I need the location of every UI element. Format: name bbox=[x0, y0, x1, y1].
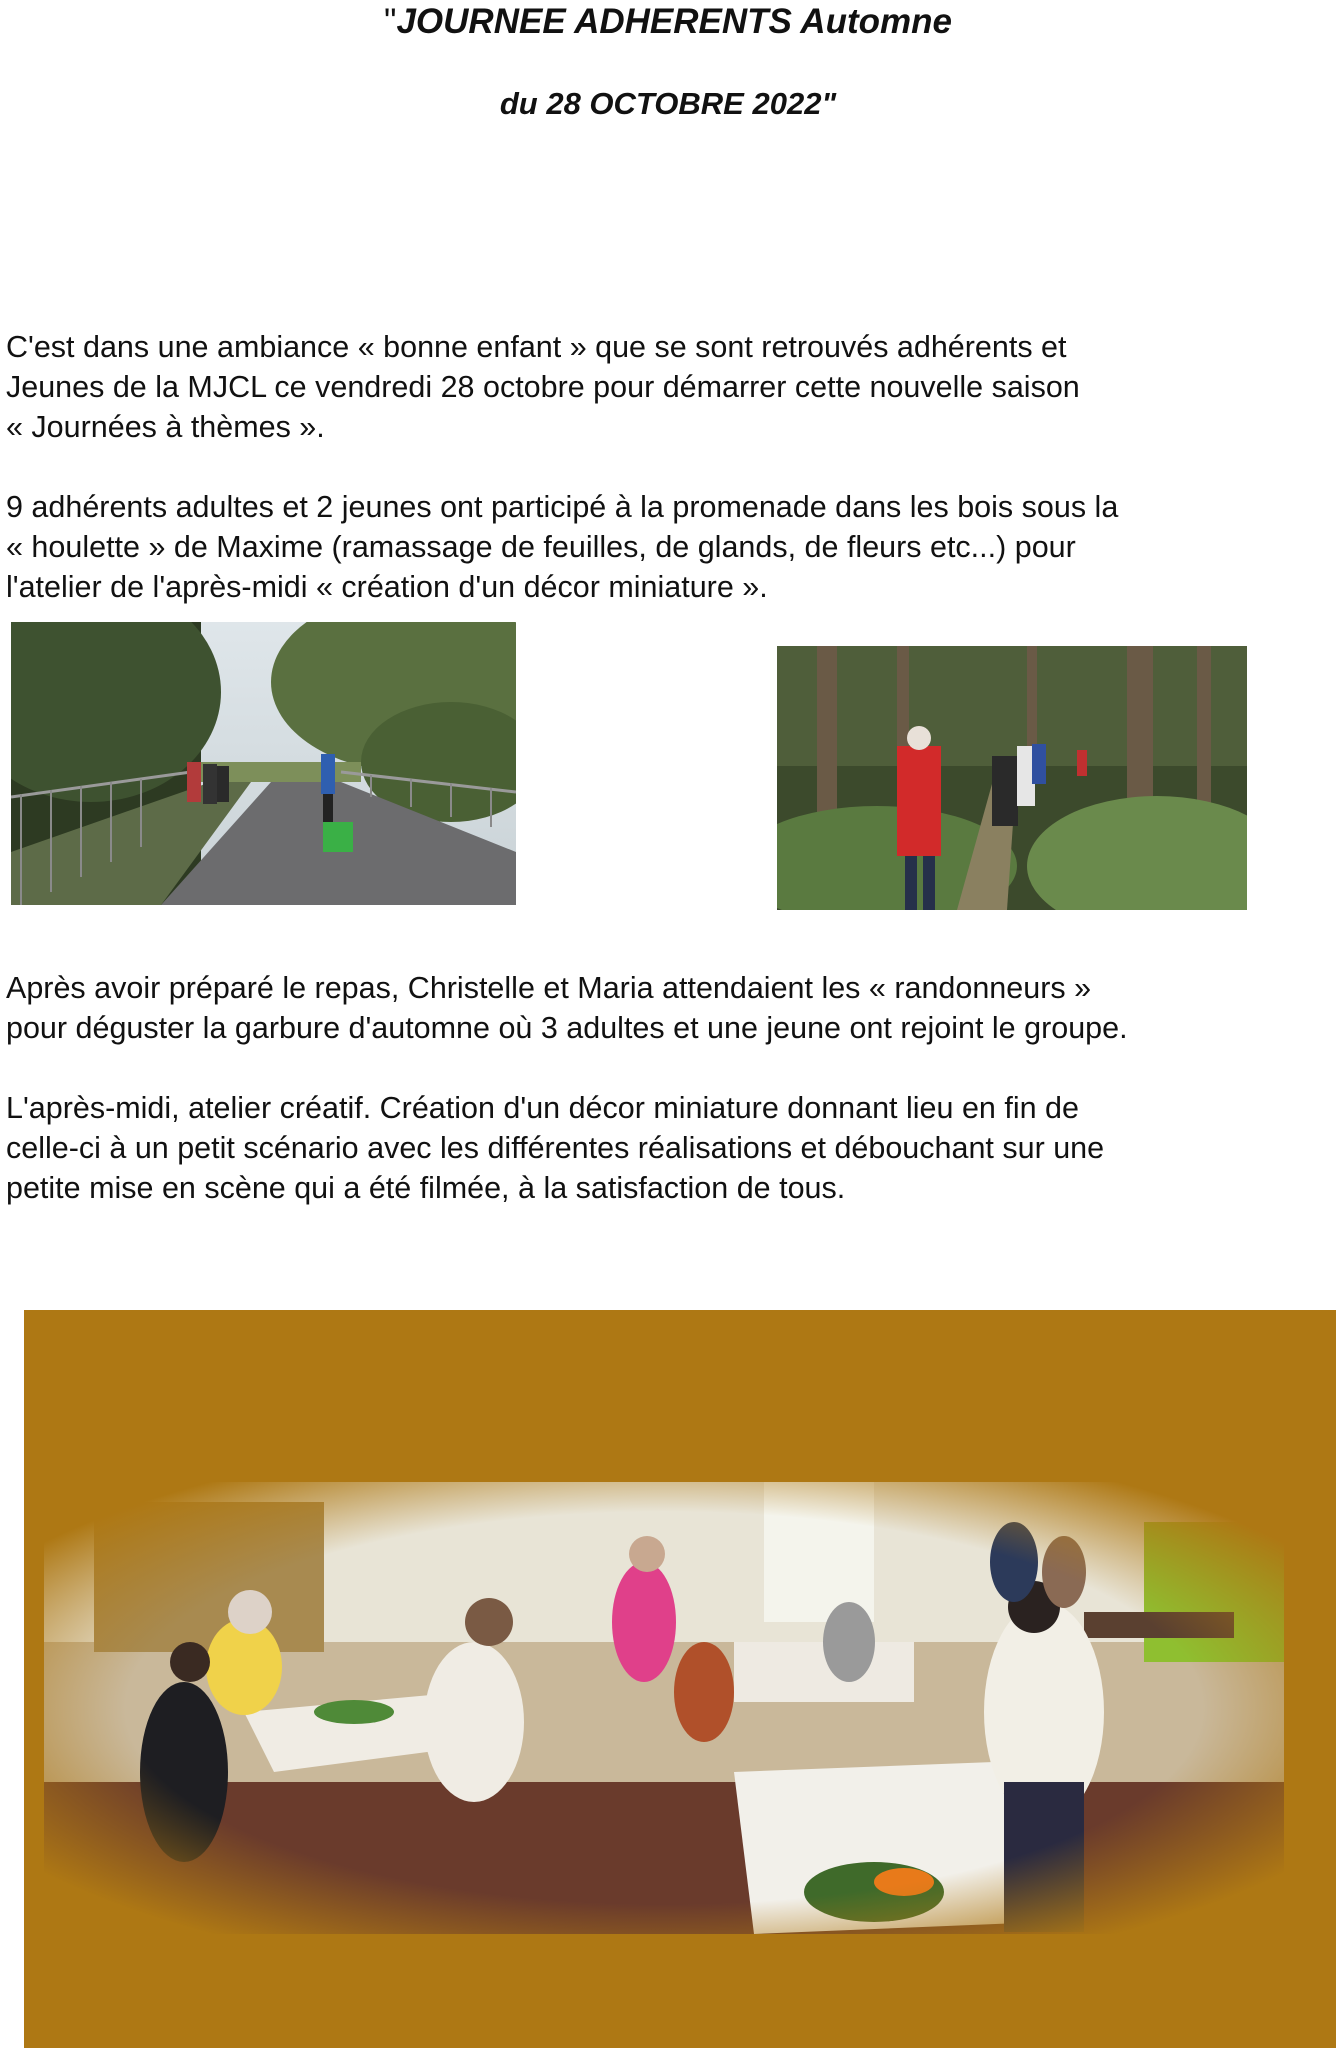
text-line: Jeunes de la MJCL ce vendredi 28 octobre pour démarrer cette nouvelle saison bbox=[6, 370, 1080, 404]
title-main-text: JOURNEE ADHERENTS Automne bbox=[396, 2, 952, 41]
text-line: Après avoir préparé le repas, Christelle et Maria attendaient les « randonneurs » bbox=[6, 971, 1092, 1005]
title-open-quote: " bbox=[384, 2, 397, 41]
text-line: L'après-midi, atelier créatif. Création d'un décor miniature donnant lieu en fin de bbox=[6, 1091, 1079, 1125]
text-line: pour déguster la garbure d'automne où 3 adultes et une jeune ont rejoint le groupe. bbox=[6, 1011, 1128, 1045]
text-line: 9 adhérents adultes et 2 jeunes ont participé à la promenade dans les bois sous la bbox=[6, 490, 1119, 524]
paragraph-meal bbox=[6, 968, 1326, 1048]
text-line: celle-ci à un petit scénario avec les différentes réalisations et débouchant sur une bbox=[6, 1131, 1105, 1165]
paragraph-workshop bbox=[6, 1088, 1326, 1208]
photo-forest-path bbox=[777, 646, 1247, 910]
text-line: l'atelier de l'après-midi « création d'un décor miniature ». bbox=[6, 570, 768, 604]
text-line: C'est dans une ambiance « bonne enfant » que se sont retrouvés adhérents et bbox=[6, 330, 1067, 364]
document-subtitle-date: du 28 OCTOBRE 2022" bbox=[499, 86, 837, 121]
text-line: « houlette » de Maxime (ramassage de feuilles, de glands, de fleurs etc...) pour bbox=[6, 530, 1076, 564]
text-line: « Journées à thèmes ». bbox=[6, 410, 325, 444]
photo-creative-workshop bbox=[44, 1482, 1284, 1934]
paragraph-intro bbox=[6, 327, 1326, 447]
text-line: petite mise en scène qui a été filmée, à la satisfaction de tous. bbox=[6, 1171, 846, 1205]
document-title bbox=[0, 2, 1336, 42]
photo-bridge-walk bbox=[11, 622, 516, 905]
paragraph-walk bbox=[6, 487, 1326, 607]
